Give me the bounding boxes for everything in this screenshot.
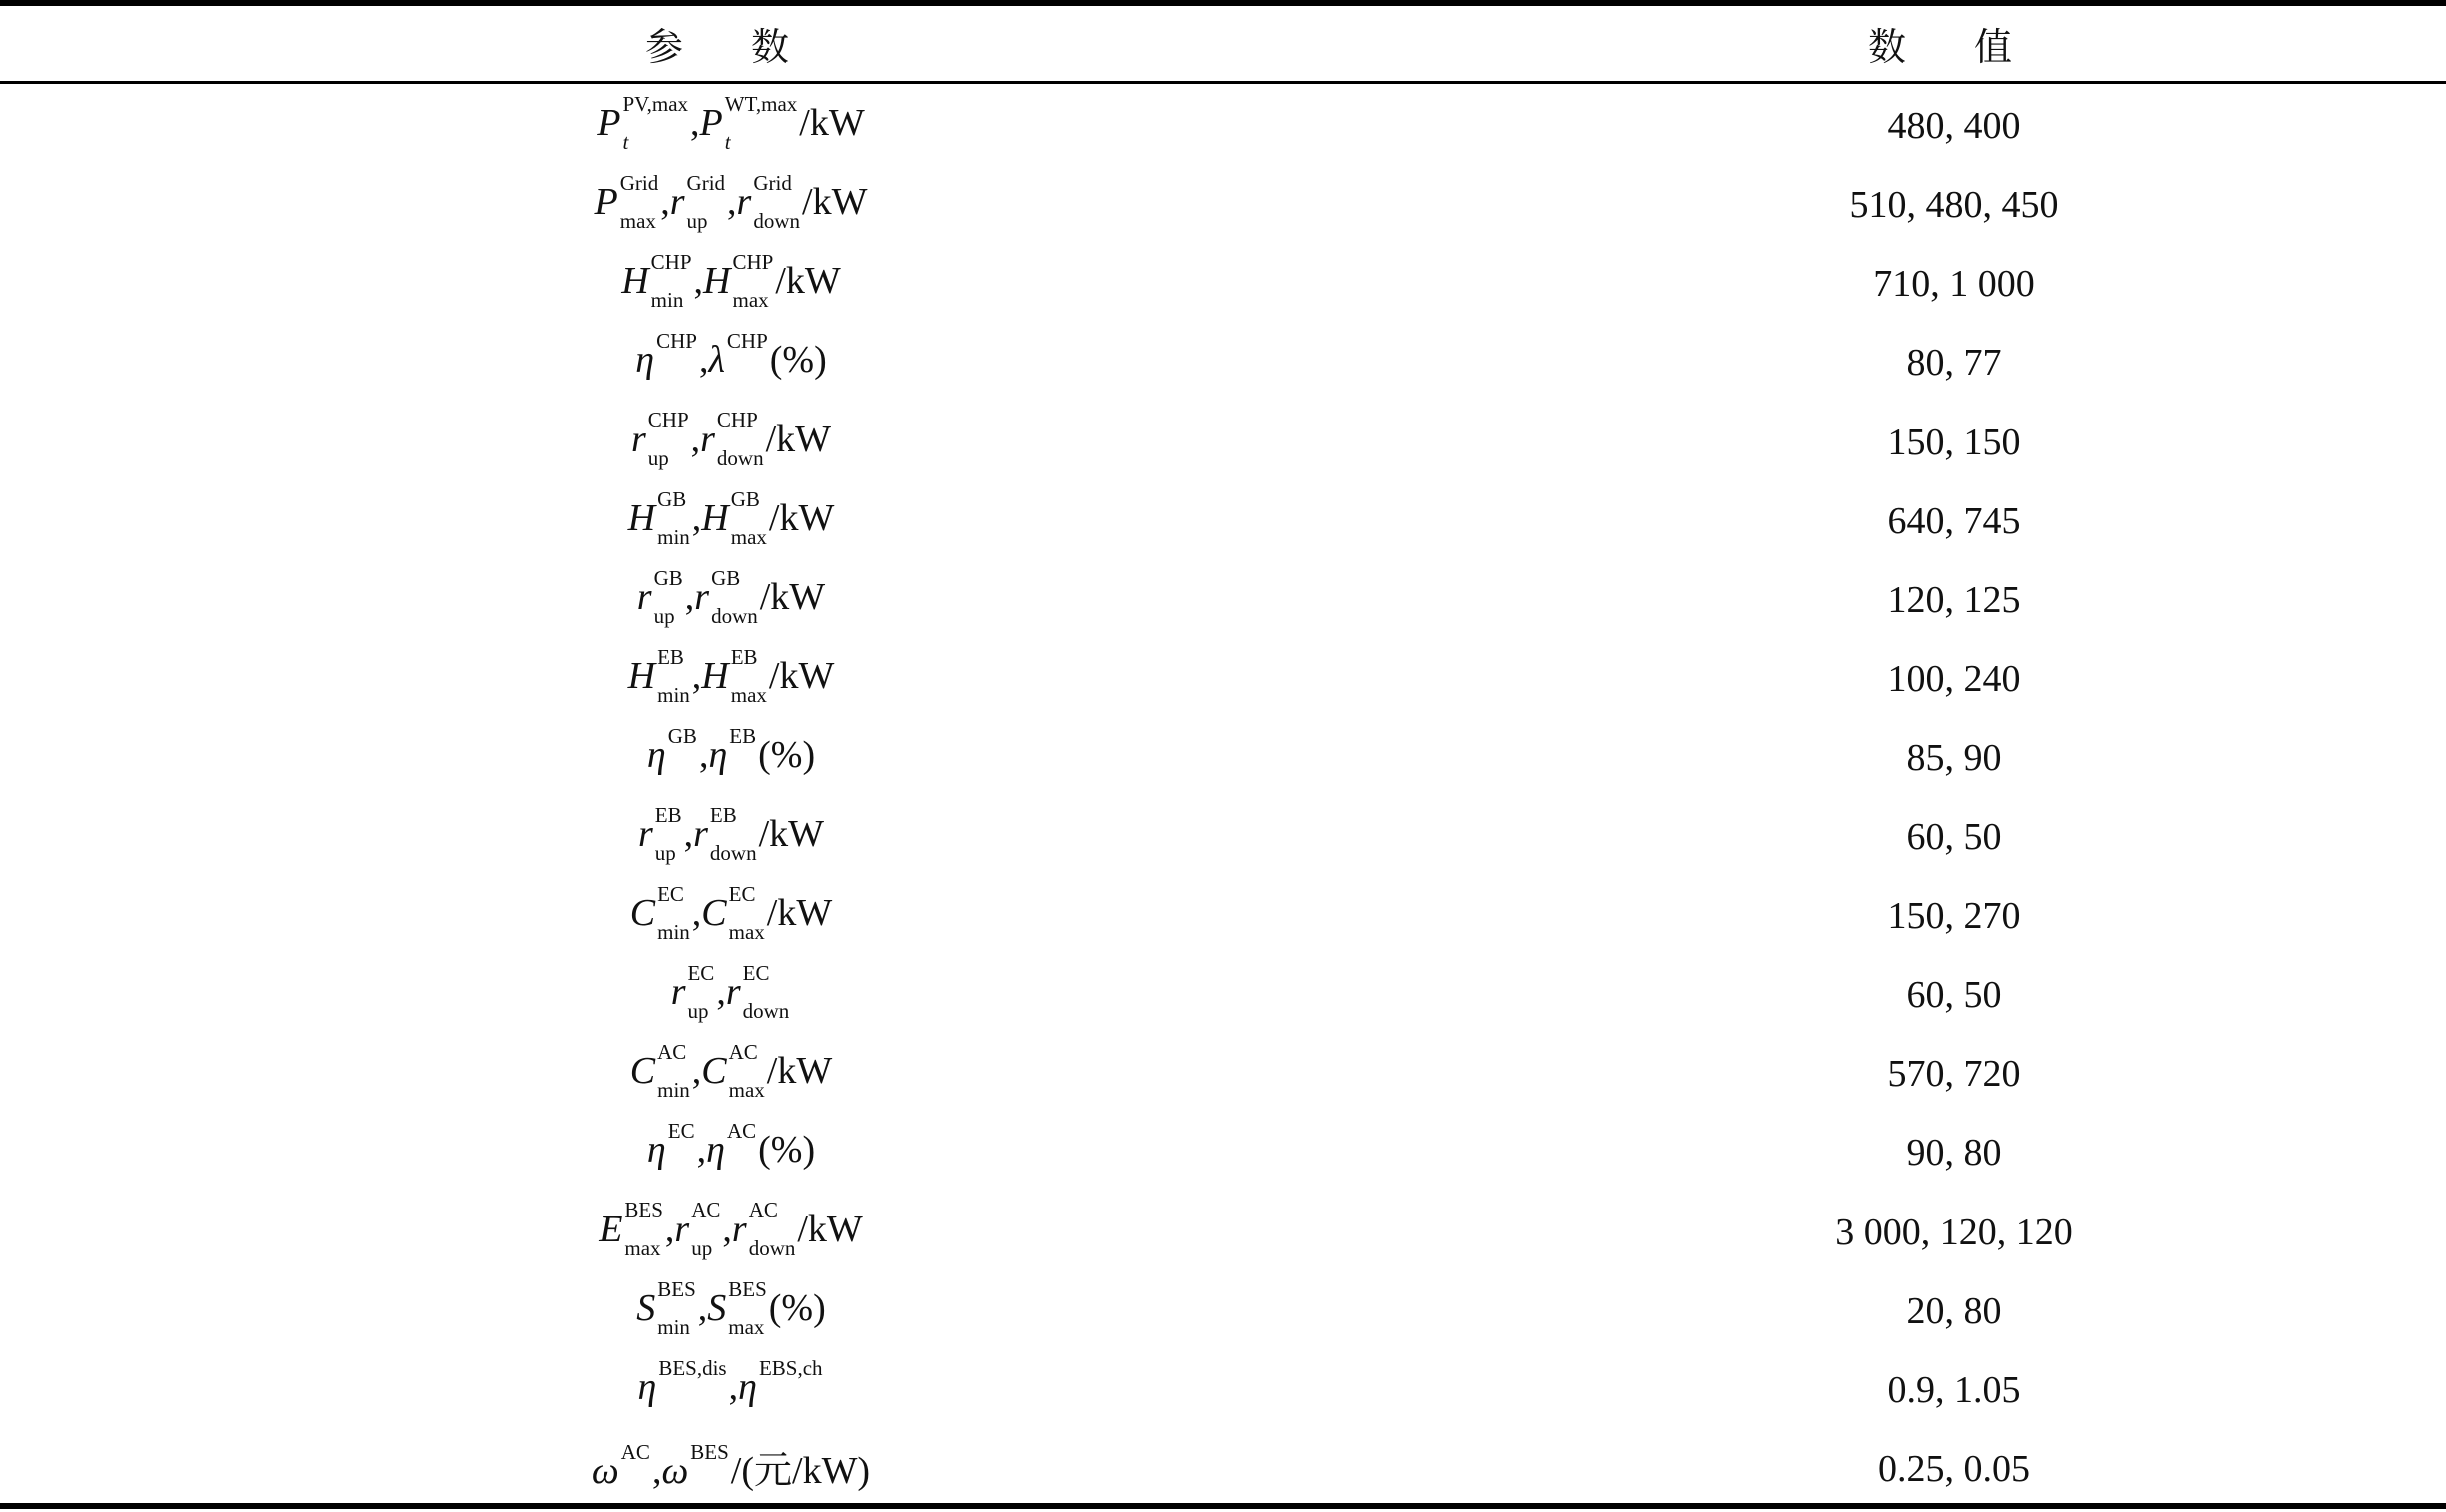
param-symbol xyxy=(627,644,692,708)
param-superscript: BES,dis xyxy=(658,1355,727,1380)
param-symbol-base: r xyxy=(637,812,653,855)
param-separator: , xyxy=(691,496,702,539)
param-subscript: min xyxy=(650,288,684,313)
param-cell xyxy=(0,91,1462,155)
param-symbol xyxy=(707,1276,769,1340)
param-superscript: EB xyxy=(729,723,757,748)
param-script-stack xyxy=(687,960,715,1024)
header-param-cell xyxy=(0,16,1462,71)
param-superscript: BES xyxy=(657,1276,696,1301)
param-cell xyxy=(0,1439,1462,1498)
param-superscript: AC xyxy=(691,1197,721,1222)
param-separator: , xyxy=(690,101,700,144)
param-script-stack xyxy=(758,1355,823,1414)
param-symbol xyxy=(731,1197,797,1261)
param-symbol xyxy=(646,1118,697,1171)
param-superscript: CHP xyxy=(716,407,758,432)
param-separator: , xyxy=(660,180,670,223)
param-script-stack xyxy=(690,1439,729,1498)
param-subscript: max xyxy=(619,209,656,234)
value-cell: 150, 270 xyxy=(1887,894,2021,937)
param-symbol-base: S xyxy=(636,1286,656,1329)
param-superscript: AC xyxy=(748,1197,778,1222)
table-row xyxy=(0,402,2446,481)
param-separator: , xyxy=(691,654,702,697)
param-cell xyxy=(0,565,1462,629)
param-symbol xyxy=(646,723,699,776)
param-cell xyxy=(0,249,1462,313)
param-subscript-empty xyxy=(759,1394,823,1418)
param-superscript: Grid xyxy=(619,170,659,195)
param-script-stack xyxy=(657,881,690,945)
param-script-stack xyxy=(711,565,758,629)
param-script-stack xyxy=(657,644,690,708)
param-unit: /kW xyxy=(768,496,835,539)
param-subscript: up xyxy=(691,1236,713,1261)
table-row xyxy=(0,323,2446,402)
param-symbol xyxy=(636,1276,698,1340)
param-script-stack xyxy=(656,328,697,387)
param-cell xyxy=(0,644,1462,708)
param-symbol xyxy=(708,723,758,776)
param-subscript: down xyxy=(711,604,758,629)
table-row xyxy=(0,718,2446,797)
param-separator: , xyxy=(683,812,694,855)
param-symbol-base: r xyxy=(694,575,710,618)
param-symbol-base: r xyxy=(725,970,741,1013)
param-symbol xyxy=(674,1197,722,1261)
param-unit: (%) xyxy=(769,338,827,381)
param-script-stack xyxy=(716,407,764,471)
table-row xyxy=(0,560,2446,639)
table-header-row xyxy=(0,6,2446,81)
param-separator: , xyxy=(651,1449,662,1492)
param-script-stack xyxy=(726,328,768,387)
param-symbol-base: r xyxy=(669,180,685,223)
param-superscript: GB xyxy=(667,723,697,748)
param-cell xyxy=(0,328,1462,387)
value-cell: 0.25, 0.05 xyxy=(1878,1447,2030,1490)
param-script-stack xyxy=(658,1355,727,1414)
param-subscript-empty xyxy=(727,367,768,391)
param-script-stack xyxy=(724,91,798,155)
param-superscript: EB xyxy=(657,644,684,669)
param-superscript: CHP xyxy=(650,249,692,274)
table-row xyxy=(0,244,2446,323)
param-unit: (%) xyxy=(758,1128,816,1171)
value-cell: 90, 80 xyxy=(1906,1131,2002,1174)
param-unit: /kW xyxy=(758,812,825,855)
param-superscript: CHP xyxy=(647,407,689,432)
param-separator: , xyxy=(691,1049,702,1092)
table-row xyxy=(0,165,2446,244)
param-superscript: CHP xyxy=(732,249,774,274)
param-symbol-base: H xyxy=(627,496,656,539)
param-symbol-base: r xyxy=(731,1207,747,1250)
param-symbol xyxy=(661,1439,730,1492)
table-header-rule xyxy=(0,81,2446,84)
header-param-label: 参 数 xyxy=(644,25,818,69)
param-symbol-base: η xyxy=(706,1128,725,1171)
param-symbol xyxy=(699,91,800,155)
param-subscript: down xyxy=(716,446,764,471)
param-superscript: EC xyxy=(667,1118,695,1143)
param-superscript: WT,max xyxy=(724,91,798,116)
param-superscript: AC xyxy=(726,1118,757,1143)
param-superscript: EBS,ch xyxy=(758,1355,823,1380)
param-superscript: Grid xyxy=(753,170,792,195)
param-script-stack xyxy=(622,91,689,155)
value-cell: 150, 150 xyxy=(1887,420,2021,463)
param-script-stack xyxy=(730,644,767,708)
param-superscript: CHP xyxy=(726,328,768,353)
param-script-stack xyxy=(667,723,697,782)
value-cell: 510, 480, 450 xyxy=(1849,183,2059,226)
param-subscript: t xyxy=(724,130,731,155)
param-superscript: Grid xyxy=(686,170,726,195)
param-cell xyxy=(0,723,1462,782)
table-row xyxy=(0,639,2446,718)
param-superscript: EB xyxy=(730,644,758,669)
value-cell: 3 000, 120, 120 xyxy=(1835,1210,2073,1253)
param-symbol-base: P xyxy=(597,101,621,144)
param-superscript: GB xyxy=(657,486,687,511)
param-symbol-base: C xyxy=(701,1049,727,1092)
param-symbol xyxy=(694,565,759,629)
param-separator: , xyxy=(727,180,737,223)
param-script-stack xyxy=(667,1118,695,1177)
param-symbol xyxy=(591,1439,652,1492)
param-subscript-empty xyxy=(658,1394,726,1418)
param-cell xyxy=(0,881,1462,945)
param-separator: , xyxy=(690,417,701,460)
param-separator: , xyxy=(716,970,726,1013)
param-script-stack xyxy=(650,249,692,313)
param-unit: /kW xyxy=(802,180,868,223)
param-subscript-empty xyxy=(656,367,697,391)
param-symbol-base: λ xyxy=(708,338,725,381)
param-separator: , xyxy=(728,1365,739,1408)
param-symbol-base: S xyxy=(707,1286,727,1329)
param-script-stack xyxy=(657,1276,696,1340)
param-symbol xyxy=(599,1197,665,1261)
param-subscript: up xyxy=(686,209,708,234)
table-row xyxy=(0,876,2446,955)
param-symbol xyxy=(701,644,769,708)
param-separator: , xyxy=(691,891,702,934)
param-separator: , xyxy=(693,259,704,302)
param-unit: /kW xyxy=(766,1049,833,1092)
param-symbol-base: η xyxy=(635,338,655,381)
param-script-stack xyxy=(624,1197,663,1261)
param-symbol-base: C xyxy=(629,1049,656,1092)
param-cell xyxy=(0,170,1462,234)
table-row xyxy=(0,1192,2446,1271)
header-value-label: 数 值 xyxy=(1867,25,2041,69)
param-script-stack xyxy=(726,1118,757,1177)
param-unit: (%) xyxy=(768,1286,826,1329)
param-symbol-base: E xyxy=(599,1207,623,1250)
table-row xyxy=(0,797,2446,876)
param-separator: , xyxy=(697,1286,708,1329)
param-script-stack xyxy=(728,1039,765,1103)
param-symbol-base: H xyxy=(701,654,729,697)
value-cell: 60, 50 xyxy=(1906,973,2002,1016)
param-cell xyxy=(0,1118,1462,1177)
param-superscript: EC xyxy=(728,881,756,906)
table-bottom-rule xyxy=(0,1503,2446,1509)
param-superscript: AC xyxy=(657,1039,687,1064)
param-subscript: max xyxy=(732,288,769,313)
param-symbol xyxy=(708,328,769,381)
param-script-stack xyxy=(620,1439,650,1498)
param-symbol xyxy=(693,802,758,866)
param-script-stack xyxy=(709,802,757,866)
param-cell xyxy=(0,1039,1462,1103)
param-superscript: AC xyxy=(728,1039,758,1064)
param-symbol xyxy=(621,249,693,313)
param-script-stack xyxy=(657,486,690,550)
param-superscript: GB xyxy=(653,565,683,590)
param-subscript: min xyxy=(657,683,690,708)
param-subscript: min xyxy=(657,920,690,945)
param-superscript: EC xyxy=(687,960,715,985)
param-superscript: BES xyxy=(690,1439,729,1464)
param-subscript-empty xyxy=(668,1157,695,1181)
param-cell xyxy=(0,1276,1462,1340)
param-script-stack xyxy=(647,407,689,471)
param-separator: , xyxy=(698,733,709,776)
param-symbol xyxy=(701,486,769,550)
param-symbol xyxy=(725,960,791,1024)
param-superscript: GB xyxy=(711,565,741,590)
param-superscript: GB xyxy=(730,486,760,511)
param-subscript: max xyxy=(730,525,767,550)
value-cell: 640, 745 xyxy=(1887,499,2021,542)
param-symbol xyxy=(635,328,699,381)
param-symbol xyxy=(629,881,692,945)
param-subscript-empty xyxy=(729,762,756,786)
table-row xyxy=(0,86,2446,165)
param-script-stack xyxy=(654,802,682,866)
value-cell: 85, 90 xyxy=(1906,736,2002,779)
param-symbol-base: H xyxy=(621,259,649,302)
param-subscript-empty xyxy=(690,1478,729,1502)
param-superscript: BES xyxy=(624,1197,663,1222)
param-symbol-base: r xyxy=(630,417,646,460)
param-separator: , xyxy=(684,575,695,618)
param-subscript: down xyxy=(709,841,757,866)
param-subscript: min xyxy=(657,525,690,550)
param-symbol-base: η xyxy=(708,733,728,776)
value-cell: 120, 125 xyxy=(1887,578,2021,621)
param-superscript: EB xyxy=(709,802,737,827)
param-subscript: up xyxy=(687,999,709,1024)
table-row xyxy=(0,1034,2446,1113)
param-script-stack xyxy=(728,881,765,945)
param-script-stack xyxy=(686,170,726,234)
param-symbol xyxy=(738,1355,824,1408)
param-script-stack xyxy=(748,1197,796,1261)
param-symbol-base: r xyxy=(736,180,752,223)
header-value-cell xyxy=(1462,16,2446,71)
param-script-stack xyxy=(619,170,659,234)
param-symbol-base: η xyxy=(637,1365,657,1408)
param-symbol-base: ω xyxy=(591,1449,619,1492)
value-cell: 710, 1 000 xyxy=(1873,262,2035,305)
param-cell xyxy=(0,1197,1462,1261)
param-symbol-base: r xyxy=(670,970,686,1013)
param-symbol-base: η xyxy=(646,733,666,776)
param-symbol xyxy=(670,960,717,1024)
param-symbol-base: P xyxy=(699,101,723,144)
param-symbol xyxy=(629,1039,692,1103)
param-subscript: min xyxy=(657,1078,690,1103)
param-unit: /kW xyxy=(797,1207,863,1250)
param-symbol-base: r xyxy=(693,812,708,855)
param-unit: /(元/kW) xyxy=(730,1449,871,1492)
param-subscript: down xyxy=(742,999,790,1024)
table-row xyxy=(0,1350,2446,1429)
param-cell xyxy=(0,802,1462,866)
table-row xyxy=(0,481,2446,560)
param-unit: (%) xyxy=(758,733,816,776)
param-script-stack xyxy=(691,1197,721,1261)
table-row xyxy=(0,1113,2446,1192)
param-superscript: EC xyxy=(657,881,684,906)
param-subscript-empty xyxy=(621,1478,650,1502)
param-unit: /kW xyxy=(759,575,826,618)
param-subscript: up xyxy=(654,841,676,866)
param-unit: /kW xyxy=(765,417,832,460)
param-script-stack xyxy=(730,486,767,550)
param-cell xyxy=(0,486,1462,550)
param-cell xyxy=(0,1355,1462,1414)
param-subscript: max xyxy=(728,1078,765,1103)
param-symbol-base: C xyxy=(629,891,656,934)
param-subscript: max xyxy=(728,1315,765,1340)
param-subscript: max xyxy=(728,920,765,945)
param-script-stack xyxy=(729,723,757,782)
param-subscript: min xyxy=(657,1315,690,1340)
param-subscript-empty xyxy=(727,1157,756,1181)
param-symbol-base: H xyxy=(701,496,729,539)
param-subscript: max xyxy=(730,683,767,708)
value-cell: 100, 240 xyxy=(1887,657,2021,700)
param-symbol xyxy=(636,565,685,629)
param-symbol-base: r xyxy=(636,575,652,618)
param-subscript: down xyxy=(753,209,801,234)
param-superscript: BES xyxy=(728,1276,767,1301)
param-symbol xyxy=(706,1118,758,1171)
param-subscript: up xyxy=(653,604,675,629)
param-subscript: max xyxy=(624,1236,661,1261)
param-symbol xyxy=(630,407,691,471)
param-separator: , xyxy=(698,338,709,381)
param-separator: , xyxy=(664,1207,675,1250)
param-symbol-base: η xyxy=(646,1128,666,1171)
value-cell: 60, 50 xyxy=(1906,815,2002,858)
table-row xyxy=(0,1429,2446,1508)
param-symbol xyxy=(627,486,692,550)
value-cell: 80, 77 xyxy=(1906,341,2002,384)
param-script-stack xyxy=(742,960,790,1024)
param-script-stack xyxy=(732,249,774,313)
param-unit: /kW xyxy=(766,891,833,934)
param-subscript: t xyxy=(622,130,629,155)
param-symbol-base: P xyxy=(594,180,618,223)
param-script-stack xyxy=(753,170,801,234)
param-symbol-base: ω xyxy=(661,1449,689,1492)
value-cell: 0.9, 1.05 xyxy=(1887,1368,2021,1411)
value-cell: 570, 720 xyxy=(1887,1052,2021,1095)
param-symbol xyxy=(597,91,690,155)
param-subscript: up xyxy=(647,446,669,471)
param-symbol xyxy=(703,249,775,313)
param-symbol-base: H xyxy=(703,259,731,302)
table-row xyxy=(0,1271,2446,1350)
param-symbol xyxy=(637,802,684,866)
value-cell: 20, 80 xyxy=(1906,1289,2002,1332)
param-symbol xyxy=(701,1039,767,1103)
value-cell: 480, 400 xyxy=(1887,104,2021,147)
param-subscript: down xyxy=(748,1236,796,1261)
param-symbol-base: H xyxy=(627,654,656,697)
param-unit: /kW xyxy=(799,101,865,144)
param-superscript: PV,max xyxy=(622,91,689,116)
param-script-stack xyxy=(653,565,683,629)
param-symbol-base: C xyxy=(701,891,727,934)
param-unit: /kW xyxy=(775,259,841,302)
param-symbol-base: r xyxy=(700,417,715,460)
param-symbol xyxy=(637,1355,728,1408)
param-separator: , xyxy=(696,1128,707,1171)
param-superscript: EB xyxy=(654,802,682,827)
param-script-stack xyxy=(657,1039,690,1103)
param-symbol xyxy=(594,170,661,234)
param-symbol xyxy=(701,881,767,945)
param-symbol-base: η xyxy=(738,1365,757,1408)
param-symbol xyxy=(700,407,765,471)
param-script-stack xyxy=(728,1276,767,1340)
param-subscript-empty xyxy=(668,762,697,786)
param-cell xyxy=(0,407,1462,471)
param-symbol xyxy=(669,170,727,234)
param-symbol-base: r xyxy=(674,1207,690,1250)
param-separator: , xyxy=(722,1207,732,1250)
param-superscript: EC xyxy=(742,960,770,985)
param-superscript: AC xyxy=(620,1439,650,1464)
param-unit: /kW xyxy=(768,654,835,697)
param-cell xyxy=(0,960,1462,1024)
param-symbol xyxy=(736,170,802,234)
table-row xyxy=(0,955,2446,1034)
param-superscript: CHP xyxy=(656,328,697,353)
